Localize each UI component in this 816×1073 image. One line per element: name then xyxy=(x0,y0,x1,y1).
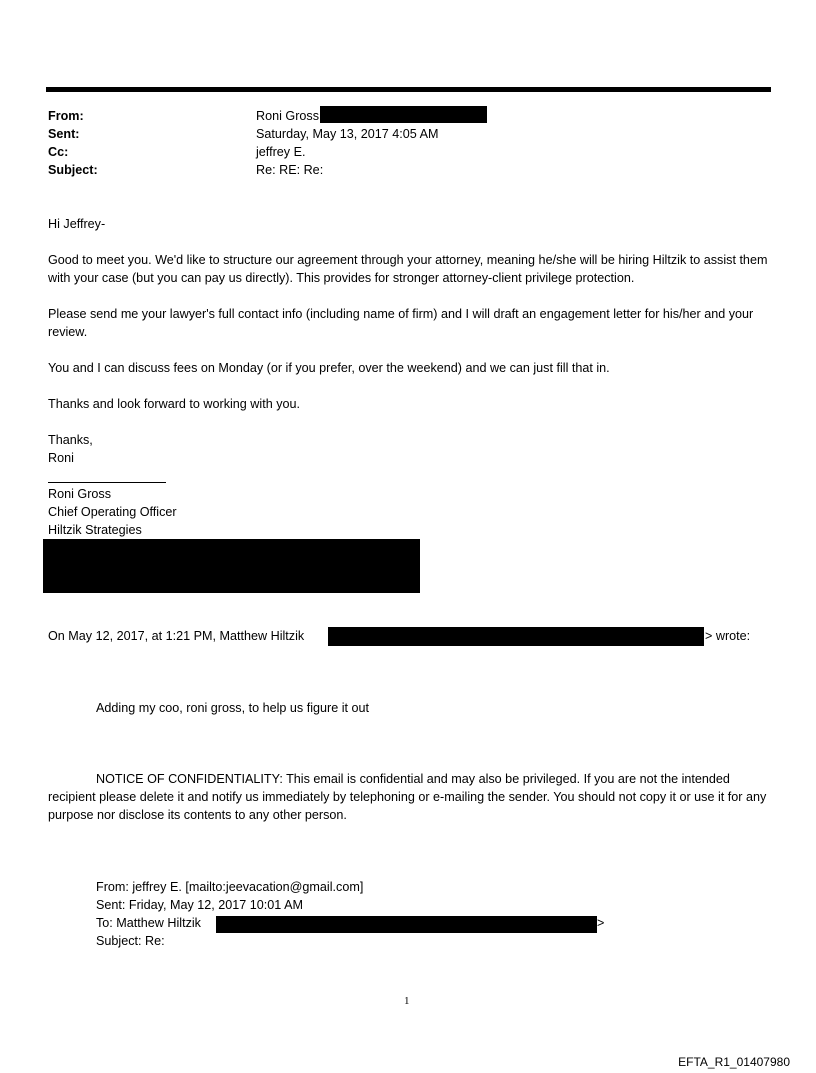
header-rule xyxy=(46,87,771,92)
page-number: 1 xyxy=(404,995,410,1007)
closing-thanks: Thanks, xyxy=(48,433,93,447)
subject-label: Subject: xyxy=(48,163,98,177)
signature-company: Hiltzik Strategies xyxy=(48,523,142,537)
redaction-signature-contact xyxy=(43,539,420,593)
from-value: Roni Gross xyxy=(256,109,319,123)
confidentiality-notice: NOTICE OF CONFIDENTIALITY: This email is confidential and may also be privileged. If you are not the intended recipient please delete it and notify us immediately by telephoning or e-mailing the sender. You should not copy it or use it for any purpose nor disclose its contents to any other person. xyxy=(48,772,767,822)
quoted-intro: On May 12, 2017, at 1:21 PM, Matthew Hiltzik xyxy=(48,629,305,643)
closing-name: Roni xyxy=(48,451,74,465)
body-paragraph-4: Thanks and look forward to working with you. xyxy=(48,397,300,411)
forwarded-from: From: jeffrey E. [mailto:jeevacation@gmail.com] xyxy=(96,880,364,894)
document-id: EFTA_R1_01407980 xyxy=(678,1055,790,1069)
forwarded-sent: Sent: Friday, May 12, 2017 10:01 AM xyxy=(96,898,303,912)
signature-name: Roni Gross xyxy=(48,487,111,501)
redaction-forwarded-to-email xyxy=(216,916,597,933)
from-label: From: xyxy=(48,109,84,123)
sent-label: Sent: xyxy=(48,127,80,141)
quoted-intro-end: > wrote: xyxy=(705,629,751,643)
body-paragraph-1: Good to meet you. We'd like to structure our agreement through your attorney, meaning he/she will be hiring Hiltzik to assist them with your case (but you can pay us directly). This provides for stronger attorney-client privilege protection. xyxy=(48,253,768,285)
forwarded-to: To: Matthew Hiltzik xyxy=(96,916,201,930)
cc-value: jeffrey E. xyxy=(256,145,306,159)
greeting: Hi Jeffrey- xyxy=(48,217,106,231)
redaction-from-email xyxy=(320,106,487,123)
signature-title: Chief Operating Officer xyxy=(48,505,177,519)
sent-value: Saturday, May 13, 2017 4:05 AM xyxy=(256,127,439,141)
signature-divider xyxy=(48,482,166,483)
cc-label: Cc: xyxy=(48,145,69,159)
quoted-line: Adding my coo, roni gross, to help us figure it out xyxy=(96,701,370,715)
forwarded-to-end: > xyxy=(597,916,605,930)
subject-value: Re: RE: Re: xyxy=(256,163,324,177)
body-paragraph-2: Please send me your lawyer's full contact info (including name of firm) and I will draft an engagement letter for his/her and your review. xyxy=(48,307,754,339)
redaction-quoted-email xyxy=(328,627,704,646)
forwarded-subject: Subject: Re: xyxy=(96,934,165,948)
body-paragraph-3: You and I can discuss fees on Monday (or if you prefer, over the weekend) and we can just fill that in. xyxy=(48,361,610,375)
